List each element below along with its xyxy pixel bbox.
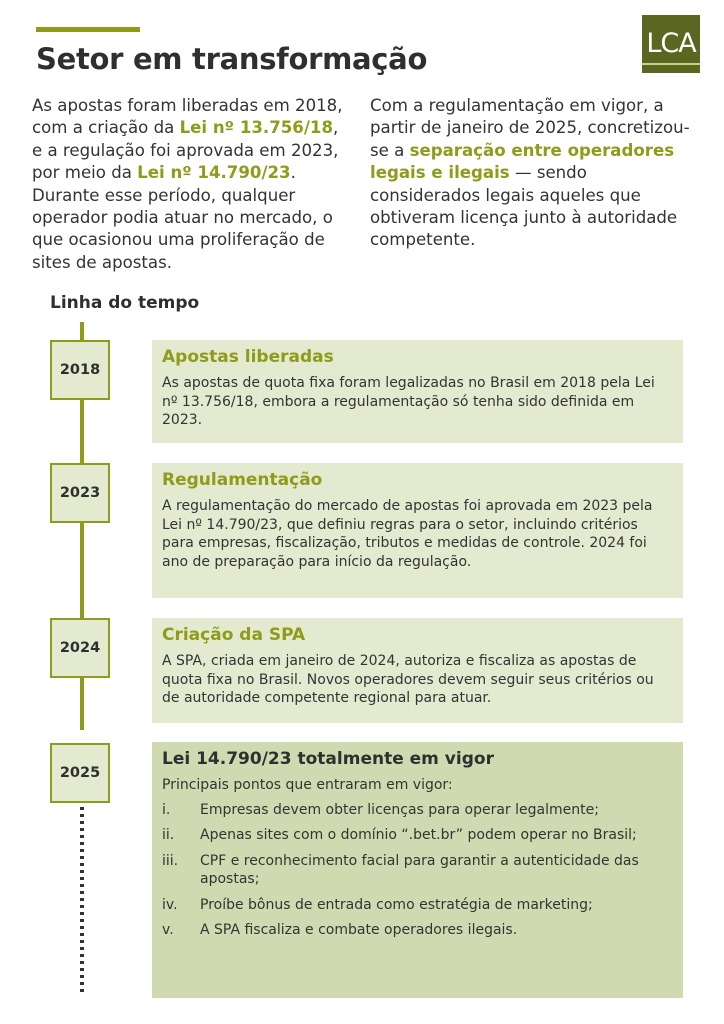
card-heading: Lei 14.790/23 totalmente em vigor xyxy=(162,749,494,769)
card-heading: Criação da SPA xyxy=(162,625,306,645)
lca-logo xyxy=(642,15,700,73)
list-item xyxy=(162,921,673,940)
logo-text: LCA xyxy=(646,28,696,59)
intro-left-text: , e a regulação foi aprovada em 2023, por meio da xyxy=(32,118,339,183)
list-text: Apenas sites com o domínio “.bet.br” podem operar no Brasil; xyxy=(200,827,637,843)
intro-right-highlight: separação entre operadores legais e ilegais xyxy=(370,140,675,183)
card-text: As apostas de quota fixa foram legalizadas no Brasil em 2018 pela Lei nº 13.756/18, embora a regulamentação só tenha sido definida em 2023. xyxy=(162,375,655,428)
key-points-list xyxy=(162,801,673,940)
timeline-card-2018 xyxy=(152,340,683,443)
page-title: Setor em transformação xyxy=(36,42,428,76)
list-number: i. xyxy=(162,801,171,818)
list-item xyxy=(162,801,673,820)
list-text: Empresas devem obter licenças para operar legalmente; xyxy=(200,801,599,818)
card-text: A SPA, criada em janeiro de 2024, autoriza e fiscaliza as apostas de quota fixa no Brasil. Novos operadores devem seguir seus critérios ou de autoridade competente regional para atuar. xyxy=(162,653,654,706)
list-item xyxy=(162,826,673,845)
year-box-2018: 2018 xyxy=(50,340,110,400)
timeline-card-2023 xyxy=(152,463,683,598)
list-text: CPF e reconhecimento facial para garantir a autenticidade das apostas; xyxy=(200,852,639,887)
timeline-card-2025 xyxy=(152,742,683,998)
intro-left-text: . Durante esse período, qualquer operador podia atuar no mercado, o que ocasionou uma proliferação de sites de apostas. xyxy=(32,163,333,272)
timeline-title: Linha do tempo xyxy=(50,293,200,313)
intro-left-paragraph xyxy=(32,95,352,274)
card-text: A regulamentação do mercado de apostas foi aprovada em 2023 pela Lei nº 14.790/23, que definiu regras para o setor, incluindo critérios para empresas, fiscalização, tributos e medidas de controle. 2024 foi ano de preparação para início da regulação. xyxy=(162,498,653,570)
list-number: iv. xyxy=(162,896,178,913)
list-item xyxy=(162,852,673,889)
list-number: v. xyxy=(162,922,174,938)
list-text: Proíbe bônus de entrada como estratégia de marketing; xyxy=(200,896,593,913)
year-box-2025: 2025 xyxy=(50,743,110,803)
timeline-dotted-line xyxy=(80,800,84,996)
intro-left-text: As apostas foram liberadas em 2018, com a criação da xyxy=(32,96,343,138)
list-number: ii. xyxy=(162,827,175,843)
card-heading: Apostas liberadas xyxy=(162,347,334,367)
year-box-2023: 2023 xyxy=(50,463,110,523)
year-box-2024: 2024 xyxy=(50,618,110,678)
list-number: iii. xyxy=(162,852,179,869)
intro-right-text: Com a regulamentação em vigor, a partir de janeiro de 2025, concretizou-se a xyxy=(370,96,690,160)
card-heading: Regulamentação xyxy=(162,470,323,490)
title-accent-bar xyxy=(36,27,140,32)
intro-right-text: — sendo considerados legais aqueles que obtiveram licença junto à autoridade competente. xyxy=(370,163,678,250)
logo-underline xyxy=(642,63,700,65)
intro-left-highlight: Lei nº 14.790/23 xyxy=(137,163,291,183)
timeline-card-2024 xyxy=(152,618,683,723)
intro-left-highlight: Lei nº 13.756/18 xyxy=(179,118,334,138)
list-item xyxy=(162,896,673,915)
card-text: Principais pontos que entraram em vigor: xyxy=(162,777,453,793)
list-text: A SPA fiscaliza e combate operadores ilegais. xyxy=(200,922,518,938)
intro-right-paragraph xyxy=(370,95,692,252)
